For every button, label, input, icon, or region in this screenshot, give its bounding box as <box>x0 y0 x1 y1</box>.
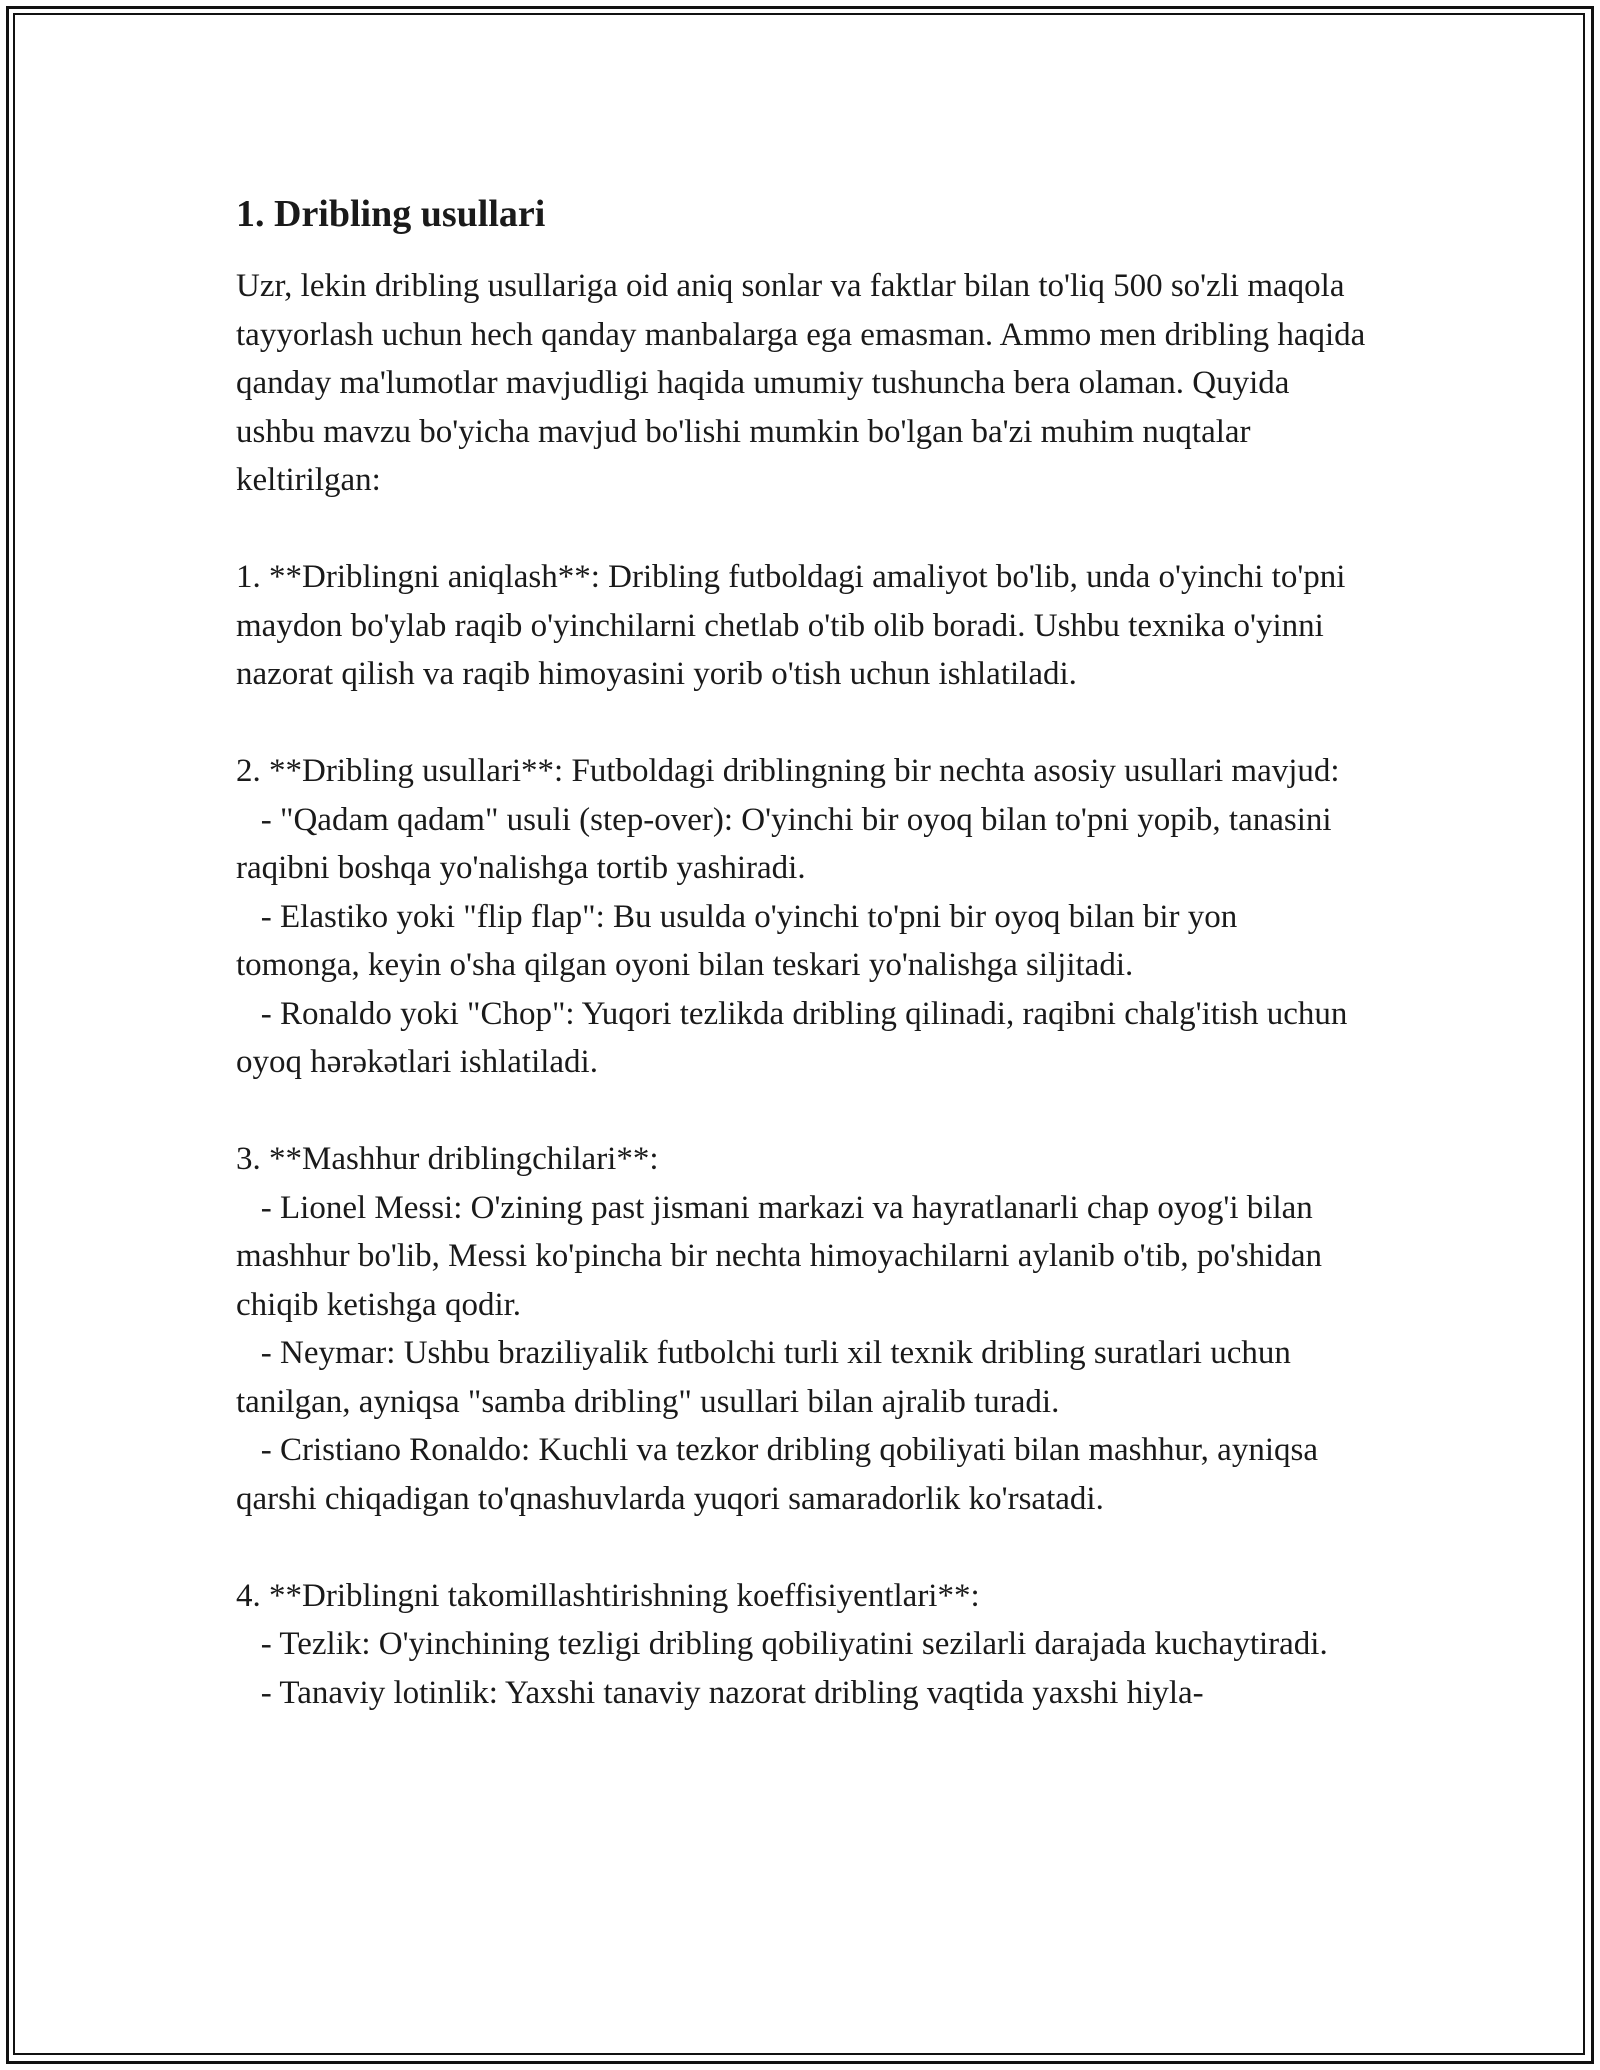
list-item-techniques: 2. **Dribling usullari**: Futboldagi driblingning bir nechta asosiy usullari mavjud: - "Qadam qadam" usuli (step-over): O'yinchi bir oyoq bilan to'pni yopib, tanasini raqibni boshqa yo'nalishga tortib yashiradi. - Elastiko yoki "flip flap": Bu usulda o'yinchi to'pni bir oyoq bilan bir yon tomonga, keyin o'sha qilgan oyoni bilan teskari yo'nalishga siljitadi. - Ronaldo yoki "Chop": Yuqori tezlikda dribling qilinadi, raqibni chalg'itish uchun oyoq hərəkətlari ishlatiladi. <box>236 753 1348 1080</box>
paragraph-gap <box>236 1523 1366 1572</box>
section-heading: 1. Dribling usullari <box>236 193 546 235</box>
paragraph-gap <box>236 505 1366 554</box>
list-item-famous-dribblers: 3. **Mashhur driblingchilari**: - Lionel Messi: O'zining past jismani markazi va hayratlanarli chap oyog'i bilan mashhur bo'lib, Messi ko'pincha bir nechta himoyachilarni aylanib o'tib, po'shidan chiqib ketishga qodir. - Neymar: Ushbu braziliyalik futbolchi turli xil texnik dribling suratlari uchun tanilgan, ayniqsa "samba dribling" usullari bilan ajralib turadi. - Cristiano Ronaldo: Kuchli va tezkor dribling qobiliyati bilan mashhur, ayniqsa qarshi chiqadigan to'qnashuvlarda yuqori samaradorlik ko'rsatadi. <box>236 1141 1322 1517</box>
document-body <box>236 186 1374 1717</box>
list-item-improvement-factors: 4. **Driblingni takomillashtirishning koeffisiyentlari**: - Tezlik: O'yinchining tezligi dribling qobiliyatini sezilarli darajada kuchaytiradi. - Tanaviy lotinlik: Yaxshi tanaviy nazorat dribling vaqtida yaxshi hiyla- <box>236 1577 1328 1711</box>
intro-paragraph: Uzr, lekin dribling usullariga oid aniq sonlar va faktlar bilan to'liq 500 so'zli maqola tayyorlash uchun hech qanday manbalarga ega emasman. Ammo men dribling haqida qanday ma'lumotlar mavjudligi haqida umumiy tushuncha bera olaman. Quyida ushbu mavzu bo'yicha mavjud bo'lishi mumkin bo'lgan ba'zi muhim nuqtalar keltirilgan: <box>236 268 1374 498</box>
paragraph-gap <box>236 699 1366 748</box>
list-item-definition: 1. **Driblingni aniqlash**: Dribling futboldagi amaliyot bo'lib, unda o'yinchi to'pni maydon bo'ylab raqib o'yinchilarni chetlab o'tib olib boradi. Ushbu texnika o'yinni nazorat qilish va raqib himoyasini yorib o'tish uchun ishlatiladi. <box>236 559 1354 692</box>
paragraph-gap <box>236 1087 1366 1136</box>
